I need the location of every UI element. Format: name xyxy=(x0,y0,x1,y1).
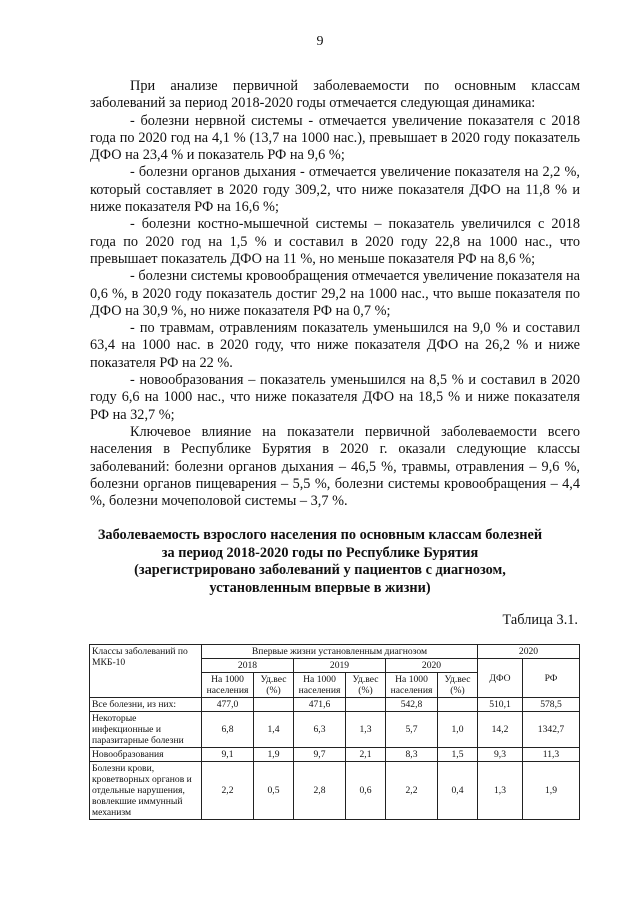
cell-value: 0,5 xyxy=(254,762,294,820)
cell-value: 0,4 xyxy=(438,762,478,820)
header-year-2019: 2019 xyxy=(294,659,386,673)
cell-value: 2,2 xyxy=(202,762,254,820)
cell-value: 0,6 xyxy=(346,762,386,820)
cell-value: 1,3 xyxy=(478,762,523,820)
paragraph-injuries: - по травмам, отравлениям показатель уменьшился на 9,0 % и составил 63,4 на 1000 нас. в 2020 году, что ниже показателя ДФО на 26,2 % и ниже показателя РФ на 22 %. xyxy=(90,320,580,371)
header-share: Уд.вес (%) xyxy=(346,673,386,698)
header-year-2020: 2020 xyxy=(386,659,478,673)
cell-value xyxy=(346,698,386,712)
cell-value: 1,4 xyxy=(254,712,294,748)
header-share: Уд.вес (%) xyxy=(254,673,294,698)
row-label: Болезни крови, кроветворных органов и отдельные нарушения, вовлекшие иммунный механизм xyxy=(90,762,202,820)
cell-value: 578,5 xyxy=(523,698,580,712)
body-text xyxy=(90,78,580,510)
table-row xyxy=(90,762,580,820)
cell-value: 9,7 xyxy=(294,748,346,762)
paragraph-key-influence: Ключевое влияние на показатели первичной заболеваемости всего населения в Республике Бурятия в 2020 г. оказали следующие классы заболеваний: болезни органов дыхания – 46,5 %, травмы, отравления – 9,6 %, болезни органов пищеварения – 5,5 %, болезни системы кровообращения – 4,4 %, болезни мочеполовой системы – 3,7 %. xyxy=(90,423,580,510)
cell-value: 471,6 xyxy=(294,698,346,712)
row-label: Все болезни, из них: xyxy=(90,698,202,712)
header-rf: РФ xyxy=(523,659,580,698)
heading-line-3: (зарегистрировано заболеваний у пациентов с диагнозом, xyxy=(134,562,506,578)
header-group: Впервые жизни установленным диагнозом xyxy=(202,645,478,659)
cell-value: 5,7 xyxy=(386,712,438,748)
cell-value: 6,3 xyxy=(294,712,346,748)
header-share: Уд.вес (%) xyxy=(438,673,478,698)
cell-value: 1,5 xyxy=(438,748,478,762)
paragraph-musculoskeletal: - болезни костно-мышечной системы – показатель увеличился с 2018 года по 2020 год на 1,5 % и составил в 2020 году 22,8 на 1000 нас., что превышает показатель ДФО на 11 %, но меньше показателя РФ на 8,6 %; xyxy=(90,216,580,267)
cell-value: 1,9 xyxy=(523,762,580,820)
cell-value xyxy=(254,698,294,712)
cell-value: 8,3 xyxy=(386,748,438,762)
morbidity-table xyxy=(89,644,580,820)
paragraph-nervous-system: - болезни нервной системы - отмечается увеличение показателя с 2018 года по 2020 год на 4,1 % (13,7 на 1000 нас.), превышает в 2020 году показатель ДФО на 23,4 % и показатель РФ на 9,6 %; xyxy=(90,112,580,164)
cell-value: 1,3 xyxy=(346,712,386,748)
header-class: Классы заболеваний по МКБ-10 xyxy=(90,645,202,698)
header-per-1000: На 1000 населения xyxy=(202,673,254,698)
paragraph-respiratory: - болезни органов дыхания - отмечается увеличение показателя на 2,2 %, который составляет в 2020 году 309,2, что ниже показателя ДФО на 11,8 % и ниже показателя РФ на 16,6 %; xyxy=(90,164,580,216)
paragraph-neoplasms: - новообразования – показатель уменьшился на 8,5 % и составил в 2020 году 6,6 на 1000 нас., что ниже показателя ДФО на 18,5 % и ниже показателя РФ на 32,7 %; xyxy=(90,372,580,423)
table-row xyxy=(90,698,580,712)
table-row xyxy=(90,748,580,762)
header-year-2020-ref: 2020 xyxy=(478,645,580,659)
header-dfo: ДФО xyxy=(478,659,523,698)
cell-value: 14,2 xyxy=(478,712,523,748)
paragraph-intro: При анализе первичной заболеваемости по основным классам заболеваний за период 2018-2020 годы отмечается следующая динамика: xyxy=(90,78,580,112)
section-heading xyxy=(60,527,580,597)
cell-value: 9,1 xyxy=(202,748,254,762)
cell-value: 1,0 xyxy=(438,712,478,748)
cell-value: 2,8 xyxy=(294,762,346,820)
row-label: Новообразования xyxy=(90,748,202,762)
cell-value: 1,9 xyxy=(254,748,294,762)
cell-value: 1342,7 xyxy=(523,712,580,748)
header-per-1000: На 1000 населения xyxy=(294,673,346,698)
row-label: Некоторые инфекционные и паразитарные болезни xyxy=(90,712,202,748)
cell-value: 477,0 xyxy=(202,698,254,712)
paragraph-circulatory: - болезни системы кровообращения отмечается увеличение показателя на 0,6 %, в 2020 году показатель достиг 29,2 на 1000 нас., что выше показателя по ДФО на 30,9 %, но ниже показателя РФ на 0,7 %; xyxy=(90,268,580,319)
cell-value: 2,2 xyxy=(386,762,438,820)
cell-value: 2,1 xyxy=(346,748,386,762)
cell-value xyxy=(438,698,478,712)
header-year-2018: 2018 xyxy=(202,659,294,673)
cell-value: 11,3 xyxy=(523,748,580,762)
table-row xyxy=(90,712,580,748)
cell-value: 6,8 xyxy=(202,712,254,748)
cell-value: 542,8 xyxy=(386,698,438,712)
cell-value: 9,3 xyxy=(478,748,523,762)
header-per-1000: На 1000 населения xyxy=(386,673,438,698)
table-caption: Таблица 3.1. xyxy=(502,612,578,628)
cell-value: 510,1 xyxy=(478,698,523,712)
heading-line-2: за период 2018-2020 годы по Республике Бурятия xyxy=(161,544,479,561)
page-number: 9 xyxy=(316,34,324,49)
heading-line-1: Заболеваемость взрослого населения по основным классам болезней xyxy=(97,527,543,543)
heading-line-4: установленным впервые в жизни) xyxy=(209,579,431,596)
